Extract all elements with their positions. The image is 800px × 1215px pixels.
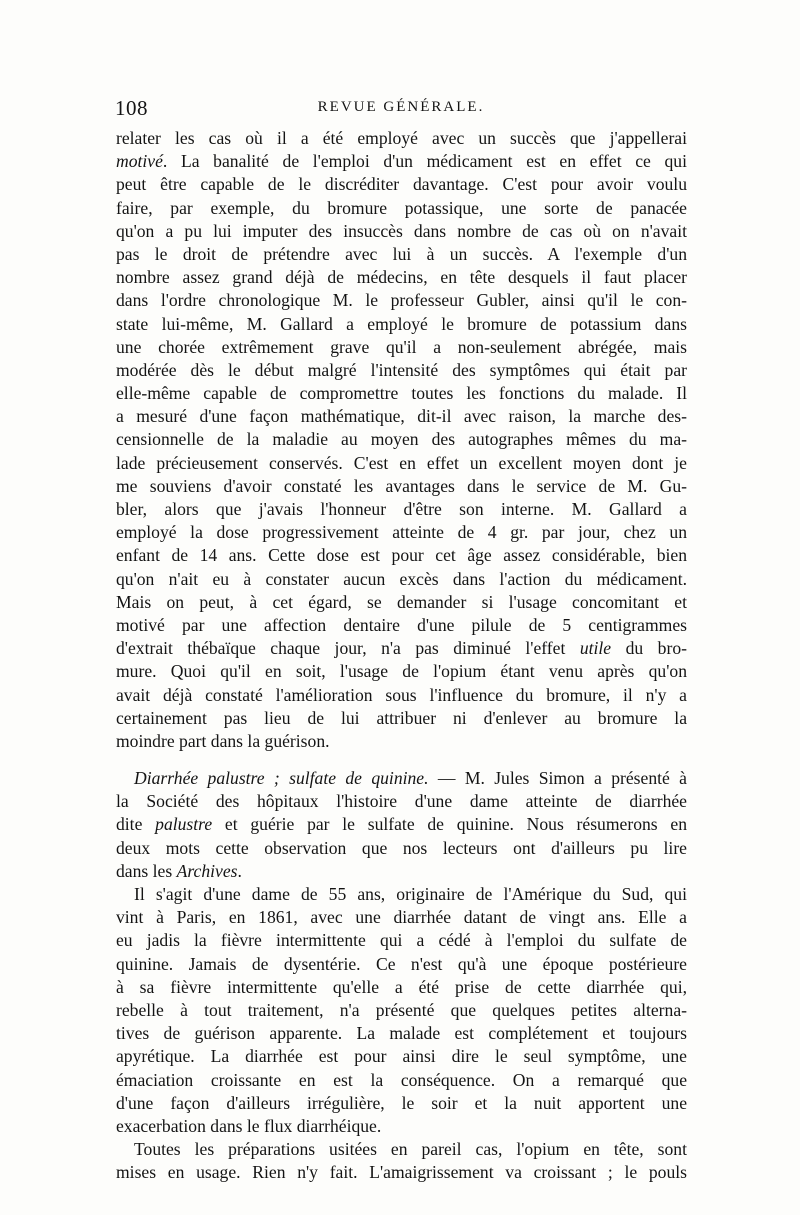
text-line xyxy=(116,929,687,952)
text-run: a mesuré d'une façon mathématique, dit-il avec raison, la marche des- xyxy=(116,406,687,427)
text-run: certainement pas lieu de lui attribuer ni d'enlever au bromure la xyxy=(116,707,687,728)
text-run: vint à Paris, en 1861, avec une diarrhée datant de vingt ans. Elle a xyxy=(116,907,687,928)
paragraph xyxy=(116,767,687,883)
italic-text: Archives xyxy=(176,860,238,881)
text-run: faire, par exemple, du bromure potassique, une sorte de panacée xyxy=(116,197,687,218)
text-line xyxy=(116,1092,687,1115)
italic-text: motivé xyxy=(116,151,163,172)
text-run: . xyxy=(237,860,242,881)
text-line xyxy=(116,883,687,906)
text-run: dite xyxy=(116,814,156,835)
text-run: la Société des hôpitaux l'histoire d'une dame atteinte de diarrhée xyxy=(116,791,687,812)
text-line xyxy=(116,860,687,883)
text-line xyxy=(116,428,687,451)
running-head: REVUE GÉNÉRALE. xyxy=(317,99,485,115)
text-line xyxy=(116,953,687,976)
text-run: enfant de 14 ans. Cette dose est pour cet âge assez considérable, bien xyxy=(116,545,687,566)
text-run: relater les cas où il a été employé avec un succès que j'appellerai xyxy=(116,128,687,148)
text-run: me souviens d'avoir constaté les avantages dans le service de M. Gu- xyxy=(116,475,687,496)
text-line xyxy=(116,405,687,428)
text-run: dans les xyxy=(116,860,177,881)
text-run: d'extrait thébaïque chaque jour, n'a pas diminué l'effet xyxy=(116,638,580,659)
text-line xyxy=(116,999,687,1022)
text-run: nombre assez grand déjà de médecins, en tête desquels il faut placer xyxy=(116,267,687,288)
text-run: censionnelle de la maladie au moyen des autographes mêmes du ma- xyxy=(116,429,687,450)
text-run: motivé par une affection dentaire d'une pilule de 5 centigrammes xyxy=(116,614,687,635)
text-line xyxy=(116,498,687,521)
text-line xyxy=(116,544,687,567)
text-line xyxy=(116,1138,687,1161)
text-line xyxy=(116,359,687,382)
text-run: émaciation croissante en est la conséquence. On a remarqué que xyxy=(116,1069,687,1090)
paragraph-gap xyxy=(116,753,687,767)
text-line xyxy=(116,906,687,929)
text-line xyxy=(116,730,687,753)
text-line xyxy=(116,1161,687,1184)
text-run: mises en usage. Rien n'y fait. L'amaigrissement va croissant ; le pouls xyxy=(116,1162,687,1183)
text-line xyxy=(116,289,687,312)
text-line xyxy=(116,521,687,544)
text-line xyxy=(116,452,687,475)
text-run: exacerbation dans le flux diarrhéique. xyxy=(116,1115,382,1136)
body-text xyxy=(116,127,687,1184)
text-run: quinine. Jamais de dysentérie. Ce n'est qu'à une époque postérieure xyxy=(116,953,687,974)
text-line xyxy=(116,660,687,683)
text-line xyxy=(116,707,687,730)
page-number: 108 xyxy=(115,96,148,120)
text-run: tives de guérison apparente. La malade est complétement et toujours xyxy=(116,1023,687,1044)
text-line xyxy=(116,197,687,220)
text-line xyxy=(116,1022,687,1045)
text-run: d'une façon d'ailleurs irrégulière, le soir et la nuit apportent une xyxy=(116,1092,687,1113)
text-line xyxy=(116,1045,687,1068)
text-line xyxy=(116,336,687,359)
text-run: qu'on a pu lui imputer des insuccès dans nombre de cas où on n'avait xyxy=(116,220,687,241)
paragraph xyxy=(116,1138,687,1184)
text-line xyxy=(116,614,687,637)
text-line xyxy=(116,382,687,405)
text-run: Toutes les préparations usitées en pareil cas, l'opium en tête, sont xyxy=(134,1139,687,1160)
text-run: lade précieusement conservés. C'est en effet un excellent moyen dont je xyxy=(116,452,687,473)
text-line xyxy=(116,1115,687,1138)
text-run: state lui-même, M. Gallard a employé le bromure de potassium dans xyxy=(116,313,687,334)
text-run: modérée dès le début malgré l'intensité des symptômes qui était par xyxy=(116,359,687,380)
text-line xyxy=(116,150,687,173)
text-line xyxy=(116,475,687,498)
italic-text: utile xyxy=(579,638,612,659)
text-run: moindre part dans la guérison. xyxy=(116,730,330,751)
text-line xyxy=(116,173,687,196)
text-run: et guérie par le sulfate de quinine. Nous résumerons en xyxy=(212,814,687,835)
text-run: peut être capable de le discréditer davantage. C'est pour avoir voulu xyxy=(116,174,687,195)
text-line xyxy=(116,637,687,660)
text-line xyxy=(116,813,687,836)
text-line xyxy=(116,837,687,860)
text-run: du bro- xyxy=(611,638,687,659)
text-line xyxy=(116,243,687,266)
text-run: bler, alors que j'avais l'honneur d'être son interne. M. Gallard a xyxy=(116,499,687,519)
italic-text: Diarrhée palustre ; sulfate de quinine. xyxy=(134,768,429,789)
text-line xyxy=(116,684,687,707)
text-line xyxy=(116,1069,687,1092)
paragraph xyxy=(116,883,687,1138)
text-run: elle-même capable de compromettre toutes les fonctions du malade. Il xyxy=(116,383,687,404)
text-run: apyrétique. La diarrhée est pour ainsi dire le seul symptôme, une xyxy=(116,1046,687,1067)
paragraph xyxy=(116,127,687,753)
text-run: rebelle à tout traitement, n'a présenté que quelques petites alterna- xyxy=(116,999,687,1020)
text-line xyxy=(116,976,687,999)
text-run: Il s'agit d'une dame de 55 ans, originaire de l'Amérique du Sud, qui xyxy=(134,884,687,904)
text-run: dans l'ordre chronologique M. le professeur Gubler, ainsi qu'il le con- xyxy=(116,290,687,311)
text-line xyxy=(116,790,687,813)
text-run: mure. Quoi qu'il en soit, l'usage de l'opium étant venu après qu'on xyxy=(116,661,687,682)
text-line xyxy=(116,568,687,591)
text-line xyxy=(116,591,687,614)
text-run: à sa fièvre intermittente qu'elle a été prise de cette diarrhée qui, xyxy=(116,976,687,997)
text-run: pas le droit de prétendre avec lui à un succès. A l'exemple d'un xyxy=(116,243,687,264)
text-run: eu jadis la fièvre intermittente qui a cédé à l'emploi du sulfate de xyxy=(116,930,687,951)
text-run: . La banalité de l'emploi d'un médicament est en effet ce qui xyxy=(162,151,687,172)
text-run: une chorée extrêmement grave qu'il a non-seulement abrégée, mais xyxy=(116,336,687,357)
text-run: — M. Jules Simon a présenté à xyxy=(428,768,687,789)
text-line xyxy=(116,220,687,243)
italic-text: palustre xyxy=(155,814,213,835)
text-line xyxy=(116,313,687,336)
text-run: avait déjà constaté l'amélioration sous l'influence du bromure, il n'y a xyxy=(116,684,687,705)
text-line xyxy=(116,266,687,289)
text-run: employé la dose progressivement atteinte de 4 gr. par jour, chez un xyxy=(116,522,687,543)
page-header xyxy=(115,96,687,122)
text-run: deux mots cette observation que nos lecteurs ont d'ailleurs pu lire xyxy=(116,837,687,858)
text-line xyxy=(116,767,687,790)
text-run: qu'on n'ait eu à constater aucun excès dans l'action du médicament. xyxy=(116,568,687,589)
text-line xyxy=(116,127,687,150)
text-run: Mais on peut, à cet égard, se demander si l'usage concomitant et xyxy=(116,591,687,612)
